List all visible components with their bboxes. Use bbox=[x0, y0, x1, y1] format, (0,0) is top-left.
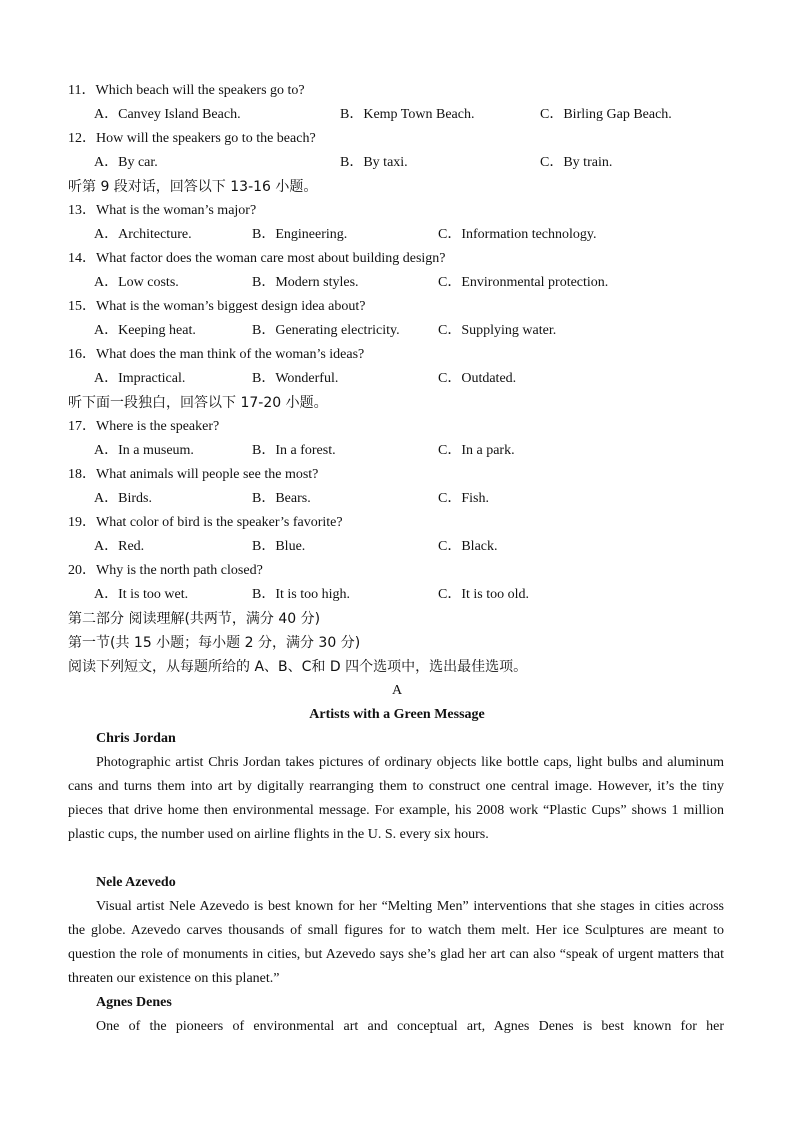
option-c: C．Outdated. bbox=[438, 371, 517, 386]
artist-name: Agnes Denes bbox=[96, 995, 172, 1010]
artist-paragraph: Visual artist Nele Azevedo is best known for her “Melting Men” interventions that she stages in cities across the globe. Azevedo carves thousands of small figures for to watch them melt. Her ice Sculptures are meant to question the role of monuments in cities, but Azevedo says she’s glad her art can also “speak of urgent matters that threaten our existence on this planet.” bbox=[68, 899, 724, 986]
question-17 bbox=[68, 415, 724, 439]
part-title: 第二部分 阅读理解(共两节，满分 40 分) bbox=[68, 611, 321, 627]
question-text: Which beach will the speakers go to? bbox=[95, 83, 305, 98]
question-text: Why is the north path closed? bbox=[96, 563, 263, 578]
option-a: A．Impractical. bbox=[94, 371, 186, 386]
question-text: How will the speakers go to the beach? bbox=[96, 131, 316, 146]
question-20 bbox=[68, 559, 724, 583]
option-a: A．Birds. bbox=[94, 491, 152, 506]
option-b: B．Modern styles. bbox=[252, 275, 359, 290]
option-c: C．By train. bbox=[540, 155, 613, 170]
options-12 bbox=[0, 151, 794, 175]
artist-paragraph: Photographic artist Chris Jordan takes pictures of ordinary objects like bottle caps, light bulbs and aluminum cans and turns them into art by digitally rearranging them to construct one central image. However, it’s the tiny pieces that drive home then environmental message. For example, his 2008 work “Plastic Cups” shows 1 million plastic cups, the number used on airline flights in the U. S. every six hours. bbox=[68, 755, 724, 842]
options-14 bbox=[0, 271, 794, 295]
option-b: B．By taxi. bbox=[340, 155, 408, 170]
question-number: 13． bbox=[68, 203, 96, 218]
artist-paragraph: One of the pioneers of environmental art and conceptual art, Agnes Denes is best known for her bbox=[96, 1019, 724, 1034]
option-b: B．Generating electricity. bbox=[252, 323, 400, 338]
question-18 bbox=[68, 463, 724, 487]
artist-name: Chris Jordan bbox=[96, 731, 176, 746]
question-text: What animals will people see the most? bbox=[96, 467, 319, 482]
option-c: C．In a park. bbox=[438, 443, 515, 458]
section-note: 听第 9 段对话，回答以下 13-16 小题。 bbox=[68, 179, 318, 195]
question-number: 11． bbox=[68, 83, 96, 98]
option-b: B．Blue. bbox=[252, 539, 306, 554]
artist-name: Nele Azevedo bbox=[96, 875, 176, 890]
question-15 bbox=[68, 295, 724, 319]
option-c: C．It is too old. bbox=[438, 587, 530, 602]
options-20 bbox=[0, 583, 794, 607]
options-15 bbox=[0, 319, 794, 343]
question-number: 12． bbox=[68, 131, 96, 146]
options-18 bbox=[0, 487, 794, 511]
question-text: What is the woman’s biggest design idea about? bbox=[96, 299, 366, 314]
options-16 bbox=[0, 367, 794, 391]
option-a: A．In a museum. bbox=[94, 443, 194, 458]
question-16 bbox=[68, 343, 724, 367]
section-note: 听下面一段独白，回答以下 17-20 小题。 bbox=[68, 395, 328, 411]
question-number: 18． bbox=[68, 467, 96, 482]
options-17 bbox=[0, 439, 794, 463]
option-a: A．Keeping heat. bbox=[94, 323, 196, 338]
question-number: 19． bbox=[68, 515, 96, 530]
options-19 bbox=[0, 535, 794, 559]
option-c: C．Birling Gap Beach. bbox=[540, 107, 672, 122]
question-12 bbox=[68, 127, 724, 151]
option-b: B．In a forest. bbox=[252, 443, 336, 458]
question-19 bbox=[68, 511, 724, 535]
question-14 bbox=[68, 247, 724, 271]
question-13 bbox=[68, 199, 724, 223]
question-11 bbox=[68, 79, 724, 103]
question-number: 20． bbox=[68, 563, 96, 578]
option-c: C．Fish. bbox=[438, 491, 489, 506]
option-a: A．Low costs. bbox=[94, 275, 179, 290]
passage-title: Artists with a Green Message bbox=[309, 707, 485, 722]
option-b: B．Kemp Town Beach. bbox=[340, 107, 475, 122]
option-b: B．Wonderful. bbox=[252, 371, 339, 386]
options-11 bbox=[0, 103, 794, 127]
option-a: A．Architecture. bbox=[94, 227, 192, 242]
option-a: A．By car. bbox=[94, 155, 158, 170]
section-title: 第一节(共 15 小题；每小题 2 分，满分 30 分) bbox=[68, 635, 361, 651]
option-b: B．Bears. bbox=[252, 491, 311, 506]
question-number: 17． bbox=[68, 419, 96, 434]
question-number: 16． bbox=[68, 347, 96, 362]
option-c: C．Information technology. bbox=[438, 227, 597, 242]
option-c: C．Black. bbox=[438, 539, 498, 554]
option-b: B．It is too high. bbox=[252, 587, 351, 602]
question-number: 15． bbox=[68, 299, 96, 314]
option-a: A．Red. bbox=[94, 539, 145, 554]
question-text: What color of bird is the speaker’s favorite? bbox=[96, 515, 343, 530]
question-text: Where is the speaker? bbox=[96, 419, 220, 434]
option-b: B．Engineering. bbox=[252, 227, 348, 242]
instruction-text: 阅读下列短文，从每题所给的 A、B、C和 D 四个选项中，选出最佳选项。 bbox=[68, 659, 528, 675]
options-13 bbox=[0, 223, 794, 247]
question-text: What factor does the woman care most about building design? bbox=[96, 251, 446, 266]
question-text: What is the woman’s major? bbox=[96, 203, 257, 218]
option-a: A．Canvey Island Beach. bbox=[94, 107, 241, 122]
option-a: A．It is too wet. bbox=[94, 587, 189, 602]
option-c: C．Environmental protection. bbox=[438, 275, 609, 290]
question-text: What does the man think of the woman’s ideas? bbox=[96, 347, 365, 362]
option-c: C．Supplying water. bbox=[438, 323, 557, 338]
question-number: 14． bbox=[68, 251, 96, 266]
passage-label: A bbox=[391, 683, 403, 698]
